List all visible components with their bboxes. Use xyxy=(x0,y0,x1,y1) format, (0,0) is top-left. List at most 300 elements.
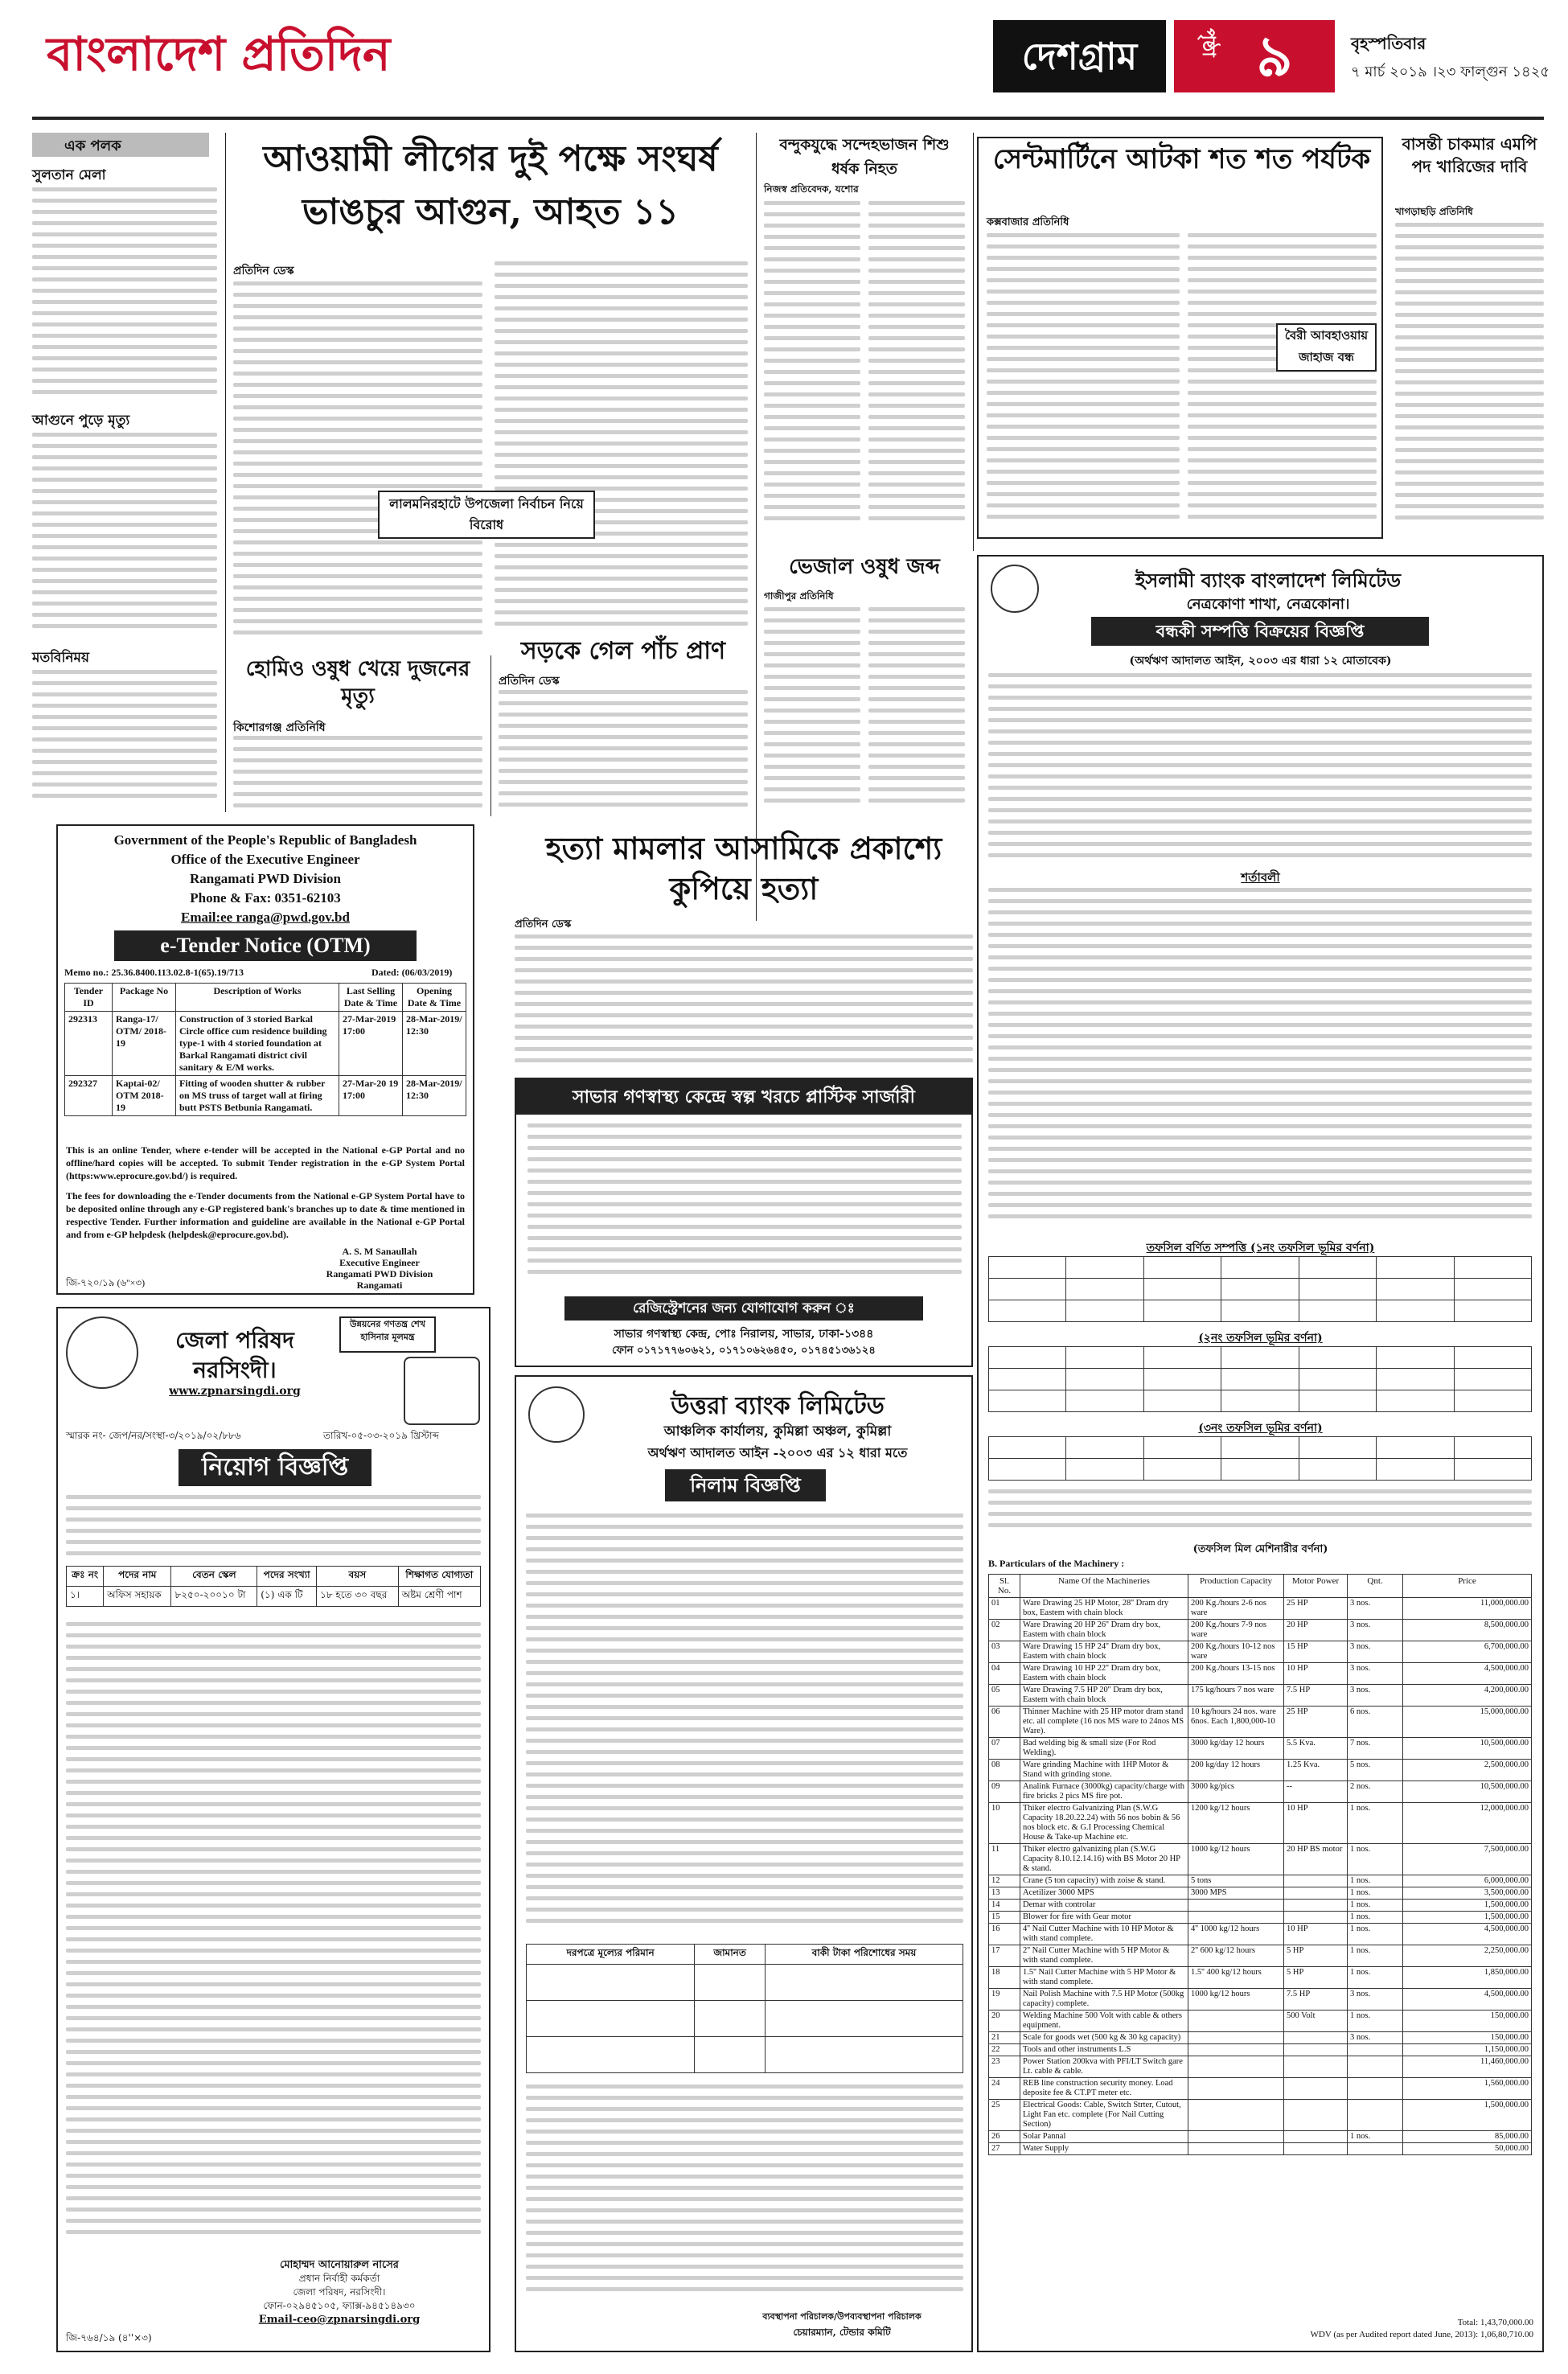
machinery-cell: 2,500,000.00 xyxy=(1403,1760,1532,1781)
machinery-cell xyxy=(1284,2056,1348,2078)
saint-martin-pullquote: বৈরী আবহাওয়ায় জাহাজ বন্ধ xyxy=(1276,323,1377,372)
page-number-box xyxy=(1174,20,1335,92)
table-row xyxy=(989,2056,1532,2078)
machinery-cell: 1 nos. xyxy=(1348,1967,1403,1989)
road-text xyxy=(499,690,748,816)
machinery-cell: 3 nos. xyxy=(1348,1620,1403,1641)
ek-palak-title-1: সুলতান মেলা xyxy=(32,167,106,183)
machinery-cell: 02 xyxy=(989,1620,1020,1641)
islami-total: Total: 1,43,70,000.00 xyxy=(1457,2318,1533,2327)
mach-th-qnt: Qnt. xyxy=(1348,1575,1403,1598)
saint-martin-text-a xyxy=(987,233,1180,531)
machinery-cell: 1,850,000.00 xyxy=(1403,1967,1532,1989)
pwd-phone: Phone & Fax: 0351-62103 xyxy=(190,890,341,906)
machinery-cell: 200 Kg./hours 7-9 nos ware xyxy=(1188,1620,1284,1641)
savar-ad xyxy=(515,1078,973,1367)
machinery-cell xyxy=(1284,2143,1348,2155)
table-row xyxy=(65,1076,466,1116)
table-row xyxy=(989,1685,1532,1707)
machinery-cell: 5 nos. xyxy=(1348,1760,1403,1781)
zilla-parishad-ad xyxy=(56,1307,491,2352)
uttara-bank-ad xyxy=(515,1375,973,2352)
machinery-cell: Analink Furnace (3000kg) capacity/charge with fire bricks 2 pics MS fire pot. xyxy=(1020,1781,1188,1803)
murder-text xyxy=(515,934,973,1070)
pwd-th-package: Package No xyxy=(113,984,176,1012)
machinery-cell: 2'' 600 kg/12 hours xyxy=(1188,1945,1284,1967)
emblem-icon xyxy=(66,1316,138,1389)
machinery-cell: Ware Drawing 20 HP 26'' Dram dry box, Eastem with chain block xyxy=(1020,1620,1188,1641)
machinery-cell: 3,500,000.00 xyxy=(1403,1887,1532,1900)
mach-th-name: Name Of the Machineries xyxy=(1020,1575,1188,1598)
uttara-th: বাকী টাকা পরিশোধের সময় xyxy=(765,1945,963,1965)
zp-cell: (১) এক টি xyxy=(257,1587,317,1607)
table-row xyxy=(989,1924,1532,1945)
islami-land-table-3 xyxy=(988,1436,1532,1481)
zp-url[interactable]: www.zpnarsingdi.org xyxy=(169,1385,301,1398)
machinery-cell: 175 kg/hours 7 nos ware xyxy=(1188,1685,1284,1707)
machinery-cell: 10 HP xyxy=(1284,1663,1348,1685)
machinery-cell: 1,500,000.00 xyxy=(1403,1900,1532,1912)
table-row xyxy=(989,1279,1532,1300)
machinery-cell xyxy=(1284,1912,1348,1924)
table-row xyxy=(989,1844,1532,1875)
lead-text-col2 xyxy=(495,261,748,647)
machinery-cell: Ware grinding Machine with 1HP Motor & Stand with grinding stone. xyxy=(1020,1760,1188,1781)
ek-palak-text-1 xyxy=(32,187,217,405)
pwd-banner: e-Tender Notice (OTM) xyxy=(114,930,417,961)
machinery-cell: 3 nos. xyxy=(1348,1685,1403,1707)
table-row xyxy=(989,1900,1532,1912)
uttara-banner: নিলাম বিজ্ঞপ্তি xyxy=(665,1469,826,1501)
zp-title-1: জেলা পরিষদ xyxy=(175,1327,294,1353)
machinery-cell xyxy=(1188,2032,1284,2044)
table-row xyxy=(527,2001,963,2037)
machinery-cell: 3000 kg/day 12 hours xyxy=(1188,1738,1284,1760)
pwd-th-id: Tender ID xyxy=(65,984,113,1012)
machinery-cell xyxy=(1188,2056,1284,2078)
machinery-cell xyxy=(1188,1912,1284,1924)
pwd-tender-ad xyxy=(56,824,474,1295)
savar-reg-banner: রেজিস্ট্রেশনের জন্য যোগাযোগ করুন ঃ xyxy=(564,1296,923,1320)
zp-sign-name: মোহাম্মদ আনোয়ারুল নাসের xyxy=(280,2259,399,2271)
machinery-cell: 6 nos. xyxy=(1348,1707,1403,1738)
savar-text xyxy=(527,1123,962,1284)
machinery-cell: Scale for goods wet (500 kg & 30 kg capacity) xyxy=(1020,2032,1188,2044)
table-row xyxy=(989,1347,1532,1369)
zp-sign-title: প্রধান নির্বাহী কর্মকর্তা xyxy=(298,2273,380,2284)
ek-palak-column xyxy=(32,133,217,812)
savar-phone: ফোন ০১৭১৭৭৬০৬২১, ০১৭১০৬২৬৪৫০, ০১৭৪৫১৩৬১২৪ xyxy=(612,1345,876,1357)
machinery-cell: Thiker electro Galvanizing Plan (S.W.G Capacity 18.20.22.24) with 56 nos bobin & 56 nos block etc. & G.I Processing Chemical House & Take-up Machine etc. xyxy=(1020,1803,1188,1844)
homio-story xyxy=(233,655,482,816)
lead-story xyxy=(233,133,748,647)
machinery-cell: 17 xyxy=(989,1945,1020,1967)
zp-sign-phone: ফোন-০২৯৪৫১০৫, ফ্যাক্স-৯৪৫১৪৯৩০ xyxy=(263,2300,416,2311)
pwd-cell: 28-Mar-2019/ 12:30 xyxy=(403,1012,466,1076)
machinery-cell xyxy=(1284,2131,1348,2143)
machinery-cell: 22 xyxy=(989,2044,1020,2056)
pwd-cell: 28-Mar-2019/ 12:30 xyxy=(403,1076,466,1116)
table-row xyxy=(989,1945,1532,1967)
zp-motto: উন্নয়নের গণতন্ত্র শেখ হাসিনার মূলমন্ত্র xyxy=(339,1316,436,1353)
child-story xyxy=(764,133,965,535)
zp-cell: অষ্টম শ্রেণী পাশ xyxy=(398,1587,480,1607)
machinery-cell: 1 nos. xyxy=(1348,2131,1403,2143)
homio-headline[interactable]: হোমিও ওষুধ খেয়ে দুজনের মৃত্যু xyxy=(245,657,470,709)
pwd-sign-title: Executive Engineer xyxy=(339,1257,420,1268)
masthead xyxy=(0,0,1568,121)
machinery-cell: 2,250,000.00 xyxy=(1403,1945,1532,1967)
machinery-cell: 6,000,000.00 xyxy=(1403,1875,1532,1887)
machinery-cell: 4,500,000.00 xyxy=(1403,1924,1532,1945)
pwd-cell: Ranga-17/ OTM/ 2018-19 xyxy=(113,1012,176,1076)
section-title-box xyxy=(993,20,1166,92)
zp-th: পদের নাম xyxy=(104,1567,171,1587)
machinery-cell: 10 HP xyxy=(1284,1924,1348,1945)
machinery-cell xyxy=(1348,2056,1403,2078)
savar-address: সাভার গণস্বাস্থ্য কেন্দ্র, পোঃ নিরালয়, সাভার, ঢাকা-১৩৪৪ xyxy=(614,1328,874,1341)
table-row xyxy=(989,1760,1532,1781)
machinery-cell: 5 HP xyxy=(1284,1967,1348,1989)
machinery-cell: 04 xyxy=(989,1663,1020,1685)
islami-machinery-label: (তফসিল মিল মেশিনারীর বর্ণনা) xyxy=(1192,1543,1328,1555)
machinery-cell: 08 xyxy=(989,1760,1020,1781)
child-text-a xyxy=(764,201,860,531)
zp-cell: ১। xyxy=(67,1587,104,1607)
machinery-cell: 1,500,000.00 xyxy=(1403,1912,1532,1924)
pwd-tender-table xyxy=(64,983,466,1116)
machinery-cell: 50,000.00 xyxy=(1403,2143,1532,2155)
machinery-cell: Electrical Goods: Cable, Switch Strter, Cutout, Light Fan etc. complete (For Nail Cutting Section) xyxy=(1020,2100,1188,2131)
machinery-cell: 2'' Nail Cutter Machine with 5 HP Motor & with stand complete. xyxy=(1020,1945,1188,1967)
machinery-cell: Nail Polish Machine with 7.5 HP Motor (500kg capacity) complete. xyxy=(1020,1989,1188,2011)
machinery-cell: 25 HP xyxy=(1284,1707,1348,1738)
pwd-th-selling: Last Selling Date & Time xyxy=(339,984,403,1012)
zp-title-2: নরসিংদী। xyxy=(193,1357,277,1383)
table-row xyxy=(989,1390,1532,1412)
saint-martin-headline[interactable]: সেন্টমার্টিনে আটকা শত শত পর্যটক xyxy=(992,143,1371,175)
murder-byline: প্রতিদিন ডেস্ক xyxy=(515,918,572,930)
uttara-deposit-table xyxy=(526,1944,963,2073)
uttara-bank-name: উত্তরা ব্যাংক লিমিটেড xyxy=(671,1392,885,1420)
ek-palak-text-3 xyxy=(32,670,217,811)
islami-terms: শর্তাবলী xyxy=(1241,870,1280,885)
table-row xyxy=(989,1663,1532,1685)
machinery-cell: -- xyxy=(1284,1781,1348,1803)
uttara-text-1 xyxy=(526,1514,963,1940)
islami-bank-ad xyxy=(977,555,1544,2352)
machinery-cell: 1 nos. xyxy=(1348,1803,1403,1844)
issue-date: ৭ মার্চ ২০১৯ ।২৩ ফাল্গুন ১৪২৫ xyxy=(1351,64,1550,80)
lead-byline: প্রতিদিন ডেস্ক xyxy=(233,265,294,277)
machinery-cell: 11,000,000.00 xyxy=(1403,1598,1532,1620)
pwd-email[interactable]: Email:ee ranga@pwd.gov.bd xyxy=(181,910,350,925)
machinery-cell: 1.5'' 400 kg/12 hours xyxy=(1188,1967,1284,1989)
uttara-sign-2: চেয়ারম্যান, টেন্ডার কমিটি xyxy=(793,2327,891,2338)
machinery-cell: 1000 kg/12 hours xyxy=(1188,1989,1284,2011)
lead-text-col1 xyxy=(233,281,482,647)
medicine-text-b xyxy=(868,607,965,812)
machinery-cell: 05 xyxy=(989,1685,1020,1707)
pwd-office: Office of the Executive Engineer xyxy=(170,852,360,867)
machinery-cell: Ware Drawing 25 HP Motor, 28'' Dram dry box, Eastem with chain block xyxy=(1020,1598,1188,1620)
table-row xyxy=(989,2078,1532,2100)
zp-th: বয়স xyxy=(317,1567,399,1587)
zp-cell: ১৮ হতে ৩০ বছর xyxy=(317,1587,399,1607)
machinery-cell: 11,460,000.00 xyxy=(1403,2056,1532,2078)
table-row xyxy=(989,2100,1532,2131)
machinery-cell: 15,000,000.00 xyxy=(1403,1707,1532,1738)
uttara-text-2 xyxy=(526,2084,963,2302)
machinery-cell: 07 xyxy=(989,1738,1020,1760)
murder-headline[interactable]: হত্যা মামলার আসামিকে প্রকাশ্যে কুপিয়ে হত্যা xyxy=(545,830,942,906)
medicine-headline[interactable]: ভেজাল ওষুধ জব্দ xyxy=(789,555,940,579)
machinery-cell: 27 xyxy=(989,2143,1020,2155)
table-row xyxy=(989,2011,1532,2032)
zp-intro xyxy=(66,1495,481,1563)
machinery-cell: 4'' Nail Cutter Machine with 10 HP Motor & with stand complete. xyxy=(1020,1924,1188,1945)
machinery-cell xyxy=(1348,2143,1403,2155)
zp-ref: স্মারক নং- জেপ/নর/সংস্থা-৩/২০১৯/০২/৮৮৬ xyxy=(66,1430,241,1441)
machinery-cell: Power Station 200kva with PFI/LT Switch gare Lt. cable & cable. xyxy=(1020,2056,1188,2078)
machinery-cell: Ware Drawing 10 HP 22'' Dram dry box, Eastem with chain block xyxy=(1020,1663,1188,1685)
machinery-cell: 1 nos. xyxy=(1348,1924,1403,1945)
table-row xyxy=(989,1912,1532,1924)
savar-banner: সাভার গণস্বাস্থ্য কেন্দ্রে স্বল্প খরচে প্লাস্টিক সার্জারী xyxy=(516,1079,971,1115)
machinery-cell: 2 nos. xyxy=(1348,1781,1403,1803)
table-row xyxy=(989,1620,1532,1641)
machinery-cell: Solar Pannal xyxy=(1020,2131,1188,2143)
machinery-cell: 25 HP xyxy=(1284,1598,1348,1620)
machinery-cell xyxy=(1188,1900,1284,1912)
machinery-cell: Thiker electro galvanizing plan (S.W.G Capacity 8.10.12.14.16) with BS Motor 20 HP & stand. xyxy=(1020,1844,1188,1875)
uttara-th: দরপত্রে মূল্যের পরিমান xyxy=(527,1945,695,1965)
machinery-cell: 1 nos. xyxy=(1348,1875,1403,1887)
medicine-text-a xyxy=(764,607,860,812)
islami-branch: নেত্রকোণা শাখা, নেত্রকোনা। xyxy=(1186,596,1350,613)
machinery-cell: 10 kg/hours 24 nos. ware 6nos. Each 1,800,000-10 xyxy=(1188,1707,1284,1738)
table-row xyxy=(989,1300,1532,1322)
machinery-cell xyxy=(1188,2078,1284,2100)
machinery-cell xyxy=(1284,2078,1348,2100)
machinery-cell: Crane (5 ton capacity) with zoise & stand. xyxy=(1020,1875,1188,1887)
machinery-cell: 16 xyxy=(989,1924,1020,1945)
zp-th: শিক্ষাগত যোগ্যতা xyxy=(398,1567,480,1587)
table-row xyxy=(527,2037,963,2073)
machinery-cell: 7.5 HP xyxy=(1284,1989,1348,2011)
machinery-cell: 15 xyxy=(989,1912,1020,1924)
machinery-cell xyxy=(1284,2032,1348,2044)
table-row xyxy=(989,1598,1532,1620)
table-row xyxy=(989,1989,1532,2011)
machinery-cell: 20 xyxy=(989,2011,1020,2032)
pwd-cell: Kaptai-02/ OTM 2018-19 xyxy=(113,1076,176,1116)
table-row xyxy=(989,1437,1532,1459)
islami-land-notes xyxy=(988,1489,1532,1538)
zp-banner: নিয়োগ বিজ্ঞপ্তি xyxy=(179,1449,371,1486)
medicine-story xyxy=(764,551,965,816)
pwd-cell: 292313 xyxy=(65,1012,113,1076)
medicine-byline: গাজীপুর প্রতিনিধি xyxy=(764,590,834,602)
basanti-byline: খাগড়াছড়ি প্রতিনিধি xyxy=(1395,206,1473,217)
zp-table xyxy=(66,1566,481,1607)
zp-cell: ৮২৫০-২০০১০ টা xyxy=(171,1587,257,1607)
machinery-cell: 7.5 HP xyxy=(1284,1685,1348,1707)
machinery-cell: 14 xyxy=(989,1900,1020,1912)
machinery-cell: 5 tons xyxy=(1188,1875,1284,1887)
section-title: দেশগ্রাম xyxy=(1021,35,1138,78)
machinery-cell xyxy=(1284,2100,1348,2131)
machinery-cell xyxy=(1188,2143,1284,2155)
machinery-cell: Acetilizer 3000 MPS xyxy=(1020,1887,1188,1900)
zp-sign-org: জেলা পরিষদ, নরসিংদী। xyxy=(293,2286,386,2298)
saint-martin-byline: কক্সবাজার প্রতিনিধি xyxy=(987,216,1069,228)
machinery-cell: 26 xyxy=(989,2131,1020,2143)
machinery-cell: Bad welding big & small size (For Rod Welding). xyxy=(1020,1738,1188,1760)
basanti-text xyxy=(1395,223,1544,532)
machinery-cell: 1 nos. xyxy=(1348,1887,1403,1900)
machinery-cell: 3 nos. xyxy=(1348,1598,1403,1620)
machinery-cell: 1.5'' Nail Cutter Machine with 5 HP Motor & with stand complete. xyxy=(1020,1967,1188,1989)
machinery-cell xyxy=(1348,2078,1403,2100)
table-row xyxy=(989,1967,1532,1989)
table-row xyxy=(67,1587,481,1607)
machinery-cell xyxy=(1284,1900,1348,1912)
machinery-cell xyxy=(1188,2131,1284,2143)
machinery-cell xyxy=(1284,1875,1348,1887)
pwd-gov: Government of the People's Republic of Bangladesh xyxy=(113,832,417,848)
pwd-cell: 27-Mar-20 19 17:00 xyxy=(339,1076,403,1116)
pwd-sign-div: Rangamati PWD Division xyxy=(326,1268,433,1279)
table-row xyxy=(989,1707,1532,1738)
table-row xyxy=(989,2143,1532,2155)
ek-palak-text-2 xyxy=(32,433,217,642)
murder-story xyxy=(515,828,973,1070)
pwd-th-desc: Description of Works xyxy=(176,984,339,1012)
machinery-cell: 85,000.00 xyxy=(1403,2131,1532,2143)
uttara-law: অর্থঋণ আদালত আইন -২০০৩ এর ১২ ধারা মতে xyxy=(647,1445,908,1460)
machinery-cell: 4,500,000.00 xyxy=(1403,1663,1532,1685)
machinery-cell: 150,000.00 xyxy=(1403,2032,1532,2044)
ek-palak-title-2: আগুনে পুড়ে মৃত্যু xyxy=(32,413,130,429)
machinery-cell: 06 xyxy=(989,1707,1020,1738)
machinery-cell: Ware Drawing 7.5 HP 20'' Dram dry box, Eastem with chain block xyxy=(1020,1685,1188,1707)
machinery-cell xyxy=(1188,2011,1284,2032)
islami-land-table-2 xyxy=(988,1346,1532,1412)
child-headline[interactable]: বন্দুকযুদ্ধে সন্দেহভাজন শিশু ধর্ষক নিহত xyxy=(779,136,950,178)
saint-martin-story xyxy=(977,137,1383,539)
machinery-cell: 4,500,000.00 xyxy=(1403,1989,1532,2011)
machinery-cell: 09 xyxy=(989,1781,1020,1803)
table-row xyxy=(989,1781,1532,1803)
machinery-cell: 6,700,000.00 xyxy=(1403,1641,1532,1663)
machinery-cell: 7,500,000.00 xyxy=(1403,1844,1532,1875)
zp-date: তারিখ-০৫-০৩-২০১৯ খ্রিস্টাব্দ xyxy=(323,1430,439,1441)
machinery-cell: 03 xyxy=(989,1641,1020,1663)
table-row xyxy=(989,1369,1532,1390)
machinery-cell: Blower for fire with Gear motor xyxy=(1020,1912,1188,1924)
pwd-th-opening: Opening Date & Time xyxy=(403,984,466,1012)
machinery-cell: 1,150,000.00 xyxy=(1403,2044,1532,2056)
machinery-cell: 200 Kg./hours 10-12 nos ware xyxy=(1188,1641,1284,1663)
logo[interactable]: বাংলাদেশ প্রতিদিন xyxy=(47,27,391,81)
machinery-cell: 20 HP xyxy=(1284,1620,1348,1641)
mach-th-price: Price xyxy=(1403,1575,1532,1598)
zp-email[interactable]: Email-ceo@zpnarsingdi.org xyxy=(258,2314,421,2326)
islami-land-table-1 xyxy=(988,1256,1532,1322)
machinery-cell: 10 xyxy=(989,1803,1020,1844)
zp-conditions xyxy=(66,1622,481,2249)
islami-terms-text xyxy=(988,888,1532,1234)
pwd-note-1: This is an online Tender, where e-tender will be accepted in the National e-GP Portal and no offline/hard copies will be accepted. To submit Tender registration in the e-GP System Portal (https:www.eprocure.gov.bd/) is required. xyxy=(66,1144,465,1181)
pwd-cell: 27-Mar-2019 17:00 xyxy=(339,1012,403,1076)
machinery-cell: 200 Kg./hours 13-15 nos xyxy=(1188,1663,1284,1685)
islami-schedule-2: (২নং তফসিল ভূমির বর্ণনা) xyxy=(1198,1332,1323,1345)
machinery-cell: 1 nos. xyxy=(1348,1900,1403,1912)
table-row xyxy=(989,1875,1532,1887)
machinery-cell: 7 nos. xyxy=(1348,1738,1403,1760)
machinery-cell: 3 nos. xyxy=(1348,1989,1403,2011)
machinery-cell: 1 nos. xyxy=(1348,1945,1403,1967)
machinery-cell xyxy=(1188,2044,1284,2056)
uttara-logo-icon xyxy=(528,1386,585,1443)
issue-day: বৃহস্পতিবার xyxy=(1351,34,1426,53)
machinery-cell: 01 xyxy=(989,1598,1020,1620)
machinery-cell: 19 xyxy=(989,1989,1020,2011)
machinery-cell xyxy=(1284,1887,1348,1900)
road-byline: প্রতিদিন ডেস্ক xyxy=(499,675,560,688)
machinery-cell: Demar with controlar xyxy=(1020,1900,1188,1912)
machinery-cell: 5 HP xyxy=(1284,1945,1348,1967)
islami-law: (অর্থঋণ আদালত আইন, ২০০৩ এর ধারা ১২ মোতাবেক) xyxy=(1129,655,1392,667)
table-row xyxy=(989,1738,1532,1760)
child-text-b xyxy=(868,201,965,531)
homio-text xyxy=(233,736,482,816)
pwd-division: Rangamati PWD Division xyxy=(190,871,341,886)
table-row xyxy=(989,2032,1532,2044)
road-headline[interactable]: সড়কে গেল পাঁচ প্রাণ xyxy=(520,637,726,665)
child-byline: নিজস্ব প্রতিবেদক, যশোর xyxy=(764,183,859,195)
machinery-cell: 8,500,000.00 xyxy=(1403,1620,1532,1641)
homio-byline: কিশোরগঞ্জ প্রতিনিধি xyxy=(233,721,326,734)
basanti-headline[interactable]: বাসন্তী চাকমার এমপি পদ খারিজের দাবি xyxy=(1402,134,1537,176)
islami-banner: বন্ধকী সম্পত্তি বিক্রয়ের বিজ্ঞপ্তি xyxy=(1091,617,1429,646)
basanti-story xyxy=(1395,133,1544,535)
machinery-cell: 21 xyxy=(989,2032,1020,2044)
machinery-cell xyxy=(1188,2100,1284,2131)
zp-th: বেতন স্কেল xyxy=(171,1567,257,1587)
machinery-cell: 200 kg/day 12 hours xyxy=(1188,1760,1284,1781)
machinery-cell: Water Supply xyxy=(1020,2143,1188,2155)
islami-schedule-3: (৩নং তফসিল ভূমির বর্ণনা) xyxy=(1198,1422,1323,1435)
uttara-office: আঞ্চলিক কার্যালয়, কুমিল্লা অঞ্চল, কুমিল্লা xyxy=(663,1423,892,1440)
machinery-cell: 3000 MPS xyxy=(1188,1887,1284,1900)
saint-martin-text-b xyxy=(1188,233,1377,531)
machinery-cell: 10,500,000.00 xyxy=(1403,1738,1532,1760)
machinery-cell: 1,500,000.00 xyxy=(1403,2100,1532,2131)
zp-th: পদের সংখ্যা xyxy=(257,1567,317,1587)
machinery-cell: 20 HP BS motor xyxy=(1284,1844,1348,1875)
machinery-cell: 10,500,000.00 xyxy=(1403,1781,1532,1803)
road-story xyxy=(499,635,748,816)
table-row xyxy=(989,1459,1532,1481)
pwd-dated: Dated: (06/03/2019) xyxy=(371,967,453,978)
machinery-cell: 12,000,000.00 xyxy=(1403,1803,1532,1844)
page-label: পৃষ্ঠা xyxy=(1198,28,1219,57)
lead-pullquote: লালমনিরহাটে উপজেলা নির্বাচন নিয়ে বিরোধ xyxy=(378,491,595,539)
lead-headline[interactable]: আওয়ামী লীগের দুই পক্ষে সংঘর্ষ ভাঙচুর আগুন, আহত ১১ xyxy=(263,138,718,232)
mach-th-capacity: Production Capacity xyxy=(1188,1575,1284,1598)
